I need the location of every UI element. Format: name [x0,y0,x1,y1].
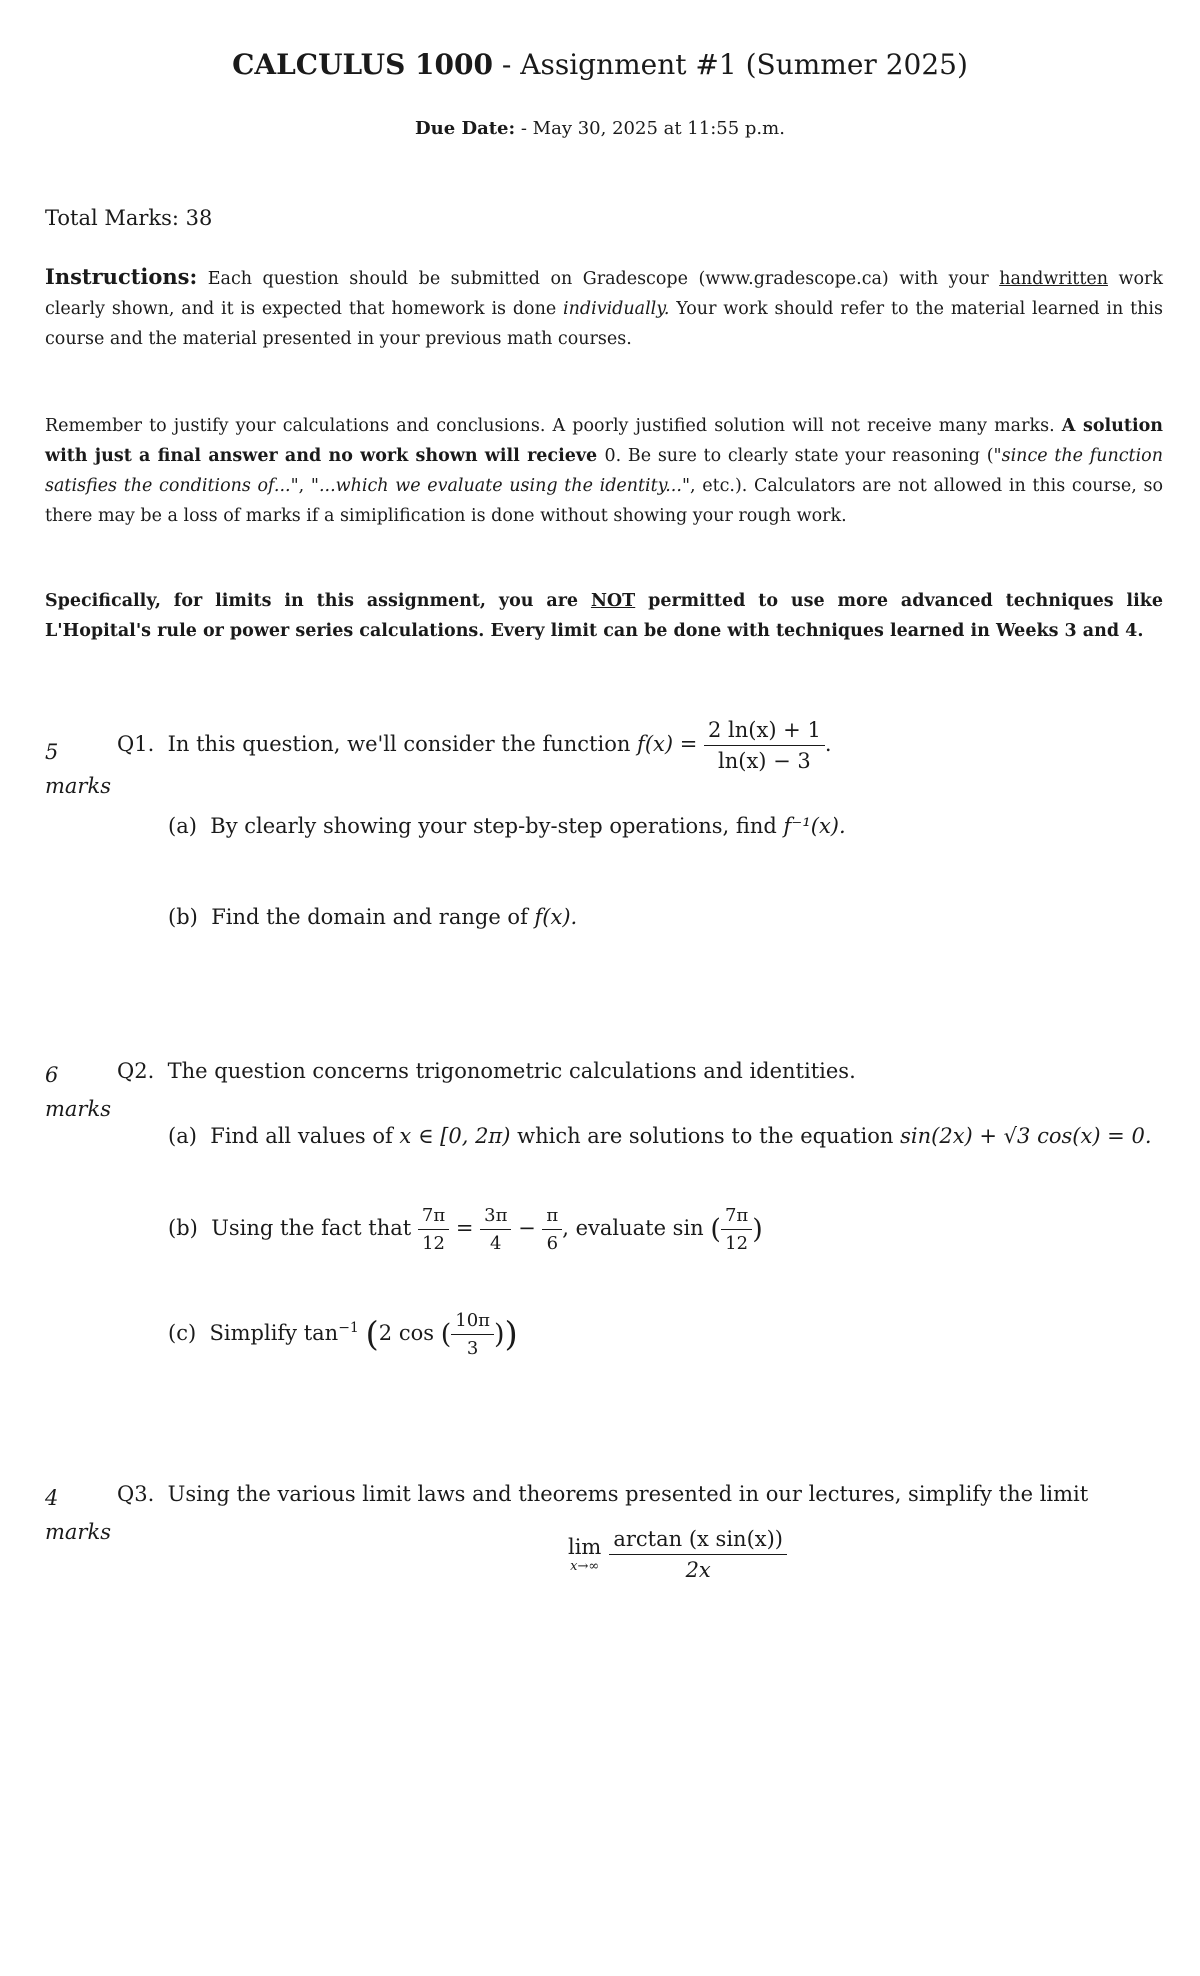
due-date: Due Date: - May 30, 2025 at 11:55 p.m. [415,118,785,139]
q1-part-b: (b) Find the domain and range of f(x). [168,905,578,929]
q2-part-b: (b) Using the fact that $\frac{7\pi}{12}$ = $\frac{3\pi}{4}$ − $\frac{\pi}{6}$ , evaluate sin ( $\frac{7\pi}{12}$ ) [168,1205,763,1254]
total-marks: Total Marks: 38 [45,206,213,230]
instructions-paragraph: Instructions: Each question should be submitted on Gradescope (www.gradescope.ca) with your handwritten work clearly shown, and it is expected that homework is done individually. Your work should refer to the material learned in this course and the material presented in your previous math courses. [45,264,1163,349]
q3-marks: 4 marks [45,1486,111,1544]
q1-prompt: Q1. In this question, we'll consider the function f(x) = $\frac{2 \ln(x) + 1}{\ln(x) - 3}$ . [117,718,832,773]
justification-paragraph: Remember to justify your calculations and conclusions. A poorly justified solution will not receive many marks. A solution with just a final answer and no work shown will recieve 0. Be sure to clearly state your reasoning ("since the function satisfies the conditions of...", "...which we evaluate using the identity...", etc.). Calculators are not allowed in this course, so there may be a loss of marks if a simiplification is done without showing your rough work. [45,416,1163,526]
q2-marks: 6 marks [45,1063,111,1121]
q1-marks: 5 marks [45,740,111,798]
q3-prompt: Q3. Using the various limit laws and theorems presented in our lectures, simplify the limit [117,1482,1089,1506]
q3-limit-expression: lim x→∞ $\frac{\text{arctan (x sin(x))}}{2x}$ [568,1527,787,1582]
q1-part-a: (a) By clearly showing your step-by-step operations, find f⁻¹(x). [168,814,846,838]
q1-function-fraction: $\frac{2 \ln(x) + 1}{\ln(x) - 3}$ [704,718,825,773]
q2-part-c: (c) Simplify $\tan^{-1} (2$ cos ( $\frac{10\pi}{3}$ )) [168,1310,518,1359]
document-title: CALCULUS 1000 - Assignment #1 (Summer 2025) [232,48,968,81]
q2-prompt: Q2. The question concerns trigonometric calculations and identities. [117,1059,856,1083]
limits-note-paragraph: Specifically, for limits in this assignment, you are NOT permitted to use more advanced techniques like L'Hopital's rule or power series calculations. Every limit can be done with techniques learned in Weeks 3 and 4. [45,591,1163,641]
q2-part-a: (a) Find all values of x ∈ [0, 2π) which are solutions to the equation sin(2x) + √3 cos(x) = 0. [168,1124,1152,1148]
